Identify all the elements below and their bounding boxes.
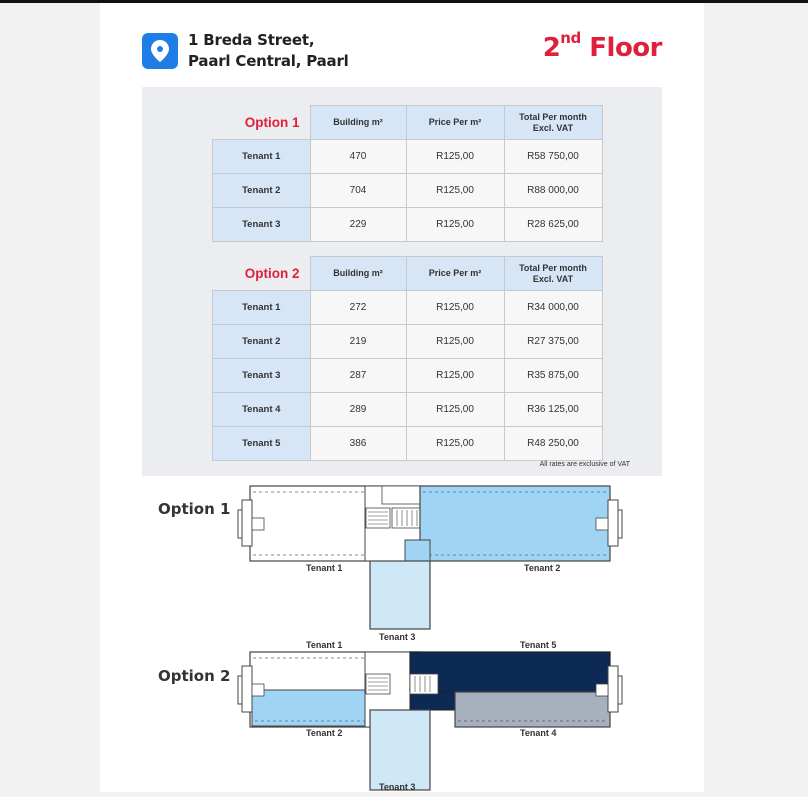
- total-cell: R48 250,00: [504, 427, 602, 461]
- total-cell: R34 000,00: [504, 291, 602, 325]
- table-row: [213, 359, 603, 393]
- address-line-1: 1 Breda Street,: [188, 31, 315, 49]
- tenant-cell: Tenant 2: [213, 325, 311, 359]
- p1-tenant1-label: Tenant 1: [306, 563, 343, 573]
- table-row: [213, 291, 603, 325]
- p2-tenant1-label: Tenant 1: [306, 640, 343, 650]
- price-cell: R125,00: [406, 174, 504, 208]
- tenant-cell: Tenant 1: [213, 291, 311, 325]
- table-header-row: [213, 257, 603, 291]
- floor-number: 2: [542, 33, 561, 63]
- plan-option2-label: Option 2: [158, 667, 231, 685]
- address: [188, 30, 349, 72]
- table-row: [213, 393, 603, 427]
- plan-option1: [238, 486, 622, 642]
- option2-table: [212, 256, 603, 461]
- p2-tenant5-area: [410, 652, 610, 692]
- col-price: Price Per m²: [406, 257, 504, 291]
- col-total: Total Per month Excl. VAT: [504, 106, 602, 140]
- total-cell: R58 750,00: [504, 140, 602, 174]
- tenant-cell: Tenant 3: [213, 208, 311, 242]
- col-building: Building m²: [310, 257, 406, 291]
- price-cell: R125,00: [406, 393, 504, 427]
- table-row: [213, 427, 603, 461]
- price-cell: R125,00: [406, 291, 504, 325]
- total-cell: R35 875,00: [504, 359, 602, 393]
- p2-tenant3-label: Tenant 3: [379, 782, 416, 792]
- price-cell: R125,00: [406, 427, 504, 461]
- p2-tenant4-area: [455, 692, 610, 727]
- p2-tenant4-label: Tenant 4: [520, 728, 557, 738]
- p2-tenant2-label: Tenant 2: [306, 728, 343, 738]
- option1-label: Option 1: [244, 114, 300, 130]
- tenant-cell: Tenant 2: [213, 174, 311, 208]
- price-cell: R125,00: [406, 359, 504, 393]
- p1-tenant3-area: [370, 561, 430, 629]
- brochure-page: [100, 3, 704, 792]
- p1-tenant3-label: Tenant 3: [379, 632, 416, 642]
- building-cell: 386: [310, 427, 406, 461]
- table-header-row: [213, 106, 603, 140]
- pricing-panel: [142, 87, 662, 476]
- location-pin-icon: [142, 33, 178, 69]
- building-cell: 289: [310, 393, 406, 427]
- p1-tenant2-area: [420, 486, 610, 561]
- building-cell: 229: [310, 208, 406, 242]
- tenant-cell: Tenant 1: [213, 140, 311, 174]
- table-row: [213, 140, 603, 174]
- price-cell: R125,00: [406, 325, 504, 359]
- col-total: Total Per month Excl. VAT: [504, 257, 602, 291]
- building-cell: 704: [310, 174, 406, 208]
- p2-tenant3-area: [370, 710, 430, 790]
- plan-option2: [238, 640, 622, 792]
- table-row: [213, 208, 603, 242]
- tenant-cell: Tenant 4: [213, 393, 311, 427]
- floor-plans: [100, 478, 704, 792]
- total-cell: R28 625,00: [504, 208, 602, 242]
- total-cell: R36 125,00: [504, 393, 602, 427]
- col-building: Building m²: [310, 106, 406, 140]
- floor-plan-drawing: [100, 478, 704, 792]
- building-cell: 470: [310, 140, 406, 174]
- vat-note: All rates are exclusive of VAT: [539, 461, 630, 468]
- floor-title: [542, 29, 662, 63]
- p1-tenant2-label: Tenant 2: [524, 563, 561, 573]
- floor-word: Floor: [589, 33, 662, 63]
- total-cell: R27 375,00: [504, 325, 602, 359]
- option1-table: [212, 105, 603, 242]
- price-cell: R125,00: [406, 140, 504, 174]
- plan-option1-label: Option 1: [158, 500, 231, 518]
- total-cell: R88 000,00: [504, 174, 602, 208]
- price-cell: R125,00: [406, 208, 504, 242]
- floor-suffix: nd: [560, 29, 581, 47]
- building-cell: 219: [310, 325, 406, 359]
- table-row: [213, 325, 603, 359]
- col-price: Price Per m²: [406, 106, 504, 140]
- address-line-2: Paarl Central, Paarl: [188, 52, 349, 70]
- building-cell: 287: [310, 359, 406, 393]
- table-row: [213, 174, 603, 208]
- p2-tenant5-label: Tenant 5: [520, 640, 557, 650]
- option2-label: Option 2: [244, 265, 300, 281]
- p2-tenant2-area: [252, 690, 370, 726]
- tenant-cell: Tenant 5: [213, 427, 311, 461]
- tenant-cell: Tenant 3: [213, 359, 311, 393]
- building-cell: 272: [310, 291, 406, 325]
